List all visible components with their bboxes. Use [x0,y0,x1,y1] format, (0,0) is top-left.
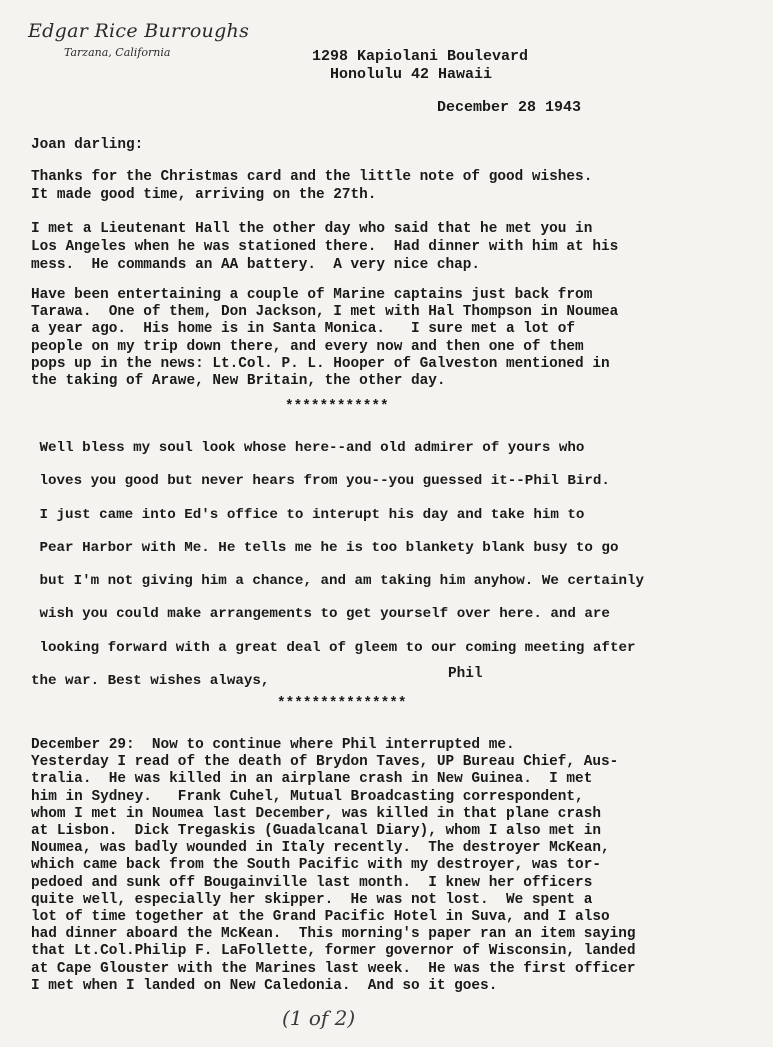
letterhead-place: Tarzana, California [64,46,171,59]
paragraph-december-29: December 29: Now to continue where Phil interrupted me. Yesterday I read of the death of Brydon Taves, UP Bureau Chief, Aus- tralia. He was killed in an airplane crash in New Guinea. I met him in Sydney. Frank Cuhel, Mutual Broadcasting correspondent, whom I met in Noumea last December, was killed in that plane crash at Lisbon. Dick Tregaskis (Guadalcanal Diary), whom I also met in Noumea, was badly wounded in Italy recently. The destroyer McKean, which came back from the South Pacific with my destroyer, was tor- pedoed and sunk off Bougainville last month. I knew her officers quite well, especially her skipper. He was not lost. We spent a lot of time together at the Grand Pacific Hotel in Suva, and I also had dinner aboard the McKean. This morning's paper ran an item saying that Lt.Col.Philip F. LaFollette, former governor of Wisconsin, landed at Cape Glouster with the Marines last week. He was the first officer I met when I landed on New Caledonia. And so it goes. [31,737,636,994]
paragraph-phil-bird: Well bless my soul look whose here--and old admirer of yours who loves you good but never hears from you--you guessed it--Phil Bird. I just came into Ed's office to interupt his day and take him to Pear Harbor with Me. He tells me he is too blankety blank busy to go but I'm not giving him a chance, and am taking him anyhow. We certainly wish you could make arrangements to get yourself over here. and are looking forward with a great deal of gleem to our coming meeting after the war. Best wishes always, [31,440,644,690]
letterhead [28,20,249,59]
paragraph-christmas-card: Thanks for the Christmas card and the little note of good wishes. It made good time, arriving on the 27th. [31,169,593,203]
section-divider-1: ************ [285,399,389,415]
phil-signature: Phil [448,666,483,682]
paragraph-marine-captains: Have been entertaining a couple of Marine captains just back from Tarawa. One of them, Don Jackson, I met with Hal Thompson in Noumea a year ago. His home is in Santa Monica. I sure met a lot of people on my trip down there, and every now and then one of them pops up in the news: Lt.Col. P. L. Hooper of Galveston mentioned in the taking of Arawe, New Britain, the other day. [31,287,619,390]
handwritten-page-note: (1 of 2) [282,1006,356,1030]
salutation: Joan darling: [31,137,144,153]
paragraph-lieutenant-hall: I met a Lieutenant Hall the other day who said that he met you in Los Angeles when he was stationed there. Had dinner with him at his mess. He commands an AA battery. A very nice chap. [31,221,619,273]
letter-date: December 28 1943 [437,99,582,116]
letterhead-name: Edgar Rice Burroughs [28,20,250,42]
section-divider-2: *************** [277,696,407,712]
sender-address: 1298 Kapiolani Boulevard Honolulu 42 Hawaii [312,48,529,83]
